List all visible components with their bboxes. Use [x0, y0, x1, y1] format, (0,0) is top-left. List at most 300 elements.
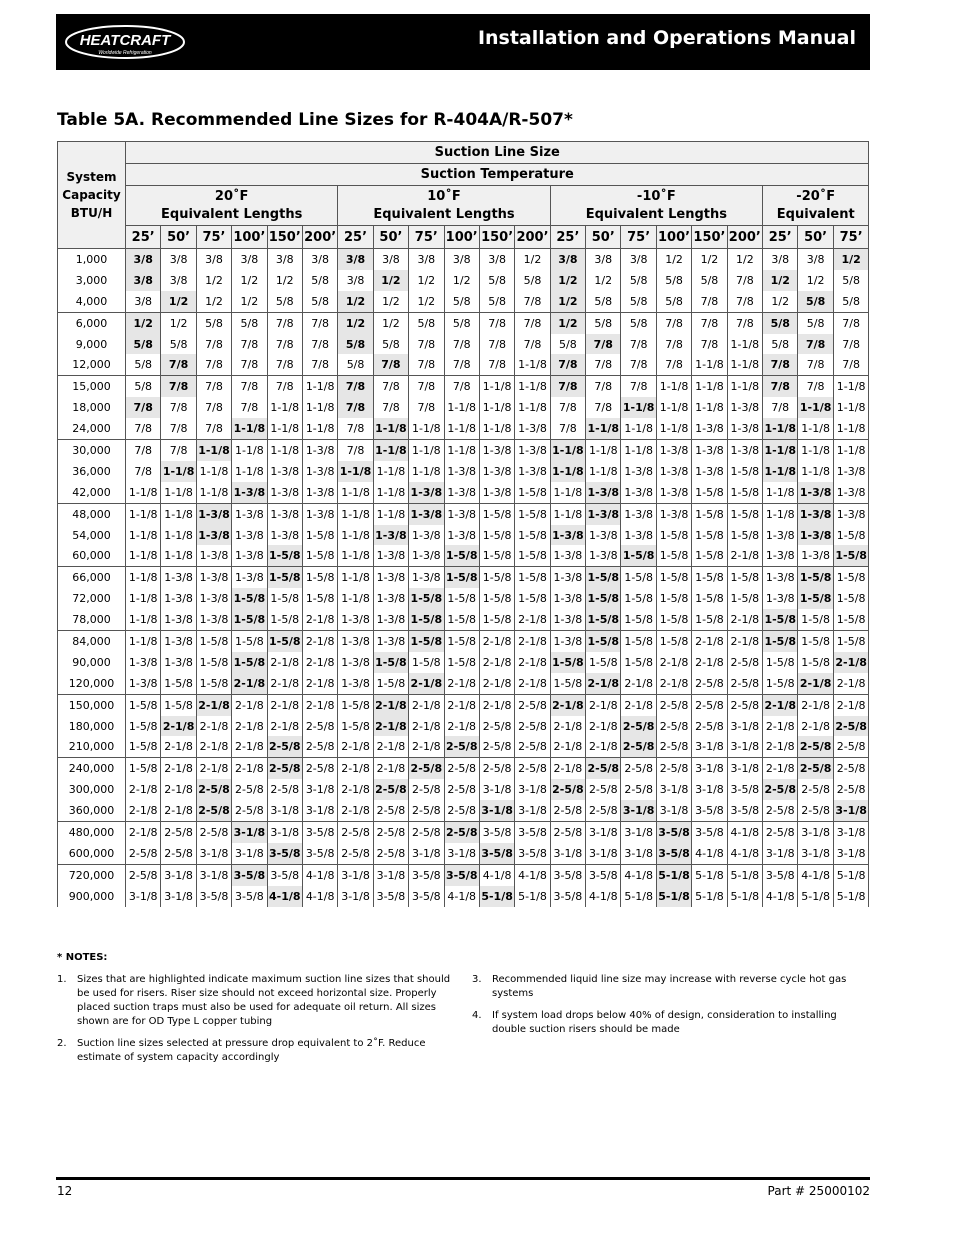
line-size-cell: 2-5/8	[302, 758, 337, 779]
line-size-cell: 7/8	[444, 334, 479, 355]
riser-size-cell: 1/2	[373, 270, 408, 291]
line-size-cell: 1-5/8	[232, 631, 267, 652]
line-size-cell: 3-5/8	[692, 822, 727, 843]
riser-size-cell: 1-3/8	[409, 482, 444, 503]
line-size-cell: 1-3/8	[550, 609, 585, 630]
riser-size-cell: 1/2	[550, 270, 585, 291]
line-size-cell: 3-1/8	[763, 843, 798, 864]
riser-size-cell: 2-5/8	[444, 736, 479, 757]
table-row	[58, 418, 869, 439]
line-size-cell: 1-1/8	[373, 503, 408, 524]
riser-size-cell: 1-5/8	[267, 631, 302, 652]
line-size-cell: 1-5/8	[692, 567, 727, 588]
riser-size-cell: 3-1/8	[833, 800, 869, 821]
line-size-cell: 1-1/8	[126, 503, 161, 524]
line-size-cell: 4-1/8	[302, 864, 337, 885]
notes-left-column	[57, 973, 455, 1073]
capacity-cell: 36,000	[58, 461, 126, 482]
line-size-cell: 1/2	[232, 291, 267, 312]
line-size-cell: 2-5/8	[515, 758, 550, 779]
riser-size-cell: 1/2	[833, 249, 869, 270]
line-size-cell: 7/8	[232, 334, 267, 355]
line-size-cell: 2-5/8	[798, 779, 833, 800]
line-size-cell: 4-1/8	[444, 886, 479, 907]
line-size-cell: 5-1/8	[621, 886, 656, 907]
line-size-cell: 2-1/8	[763, 716, 798, 737]
riser-size-cell: 1-5/8	[444, 545, 479, 566]
line-size-cell: 3-1/8	[550, 843, 585, 864]
line-size-cell: 2-1/8	[692, 652, 727, 673]
line-size-cell: 2-1/8	[338, 736, 373, 757]
line-size-cell: 1-3/8	[409, 567, 444, 588]
line-size-cell: 1-5/8	[833, 567, 869, 588]
line-size-cell: 3/8	[161, 249, 196, 270]
line-size-cell: 2-5/8	[621, 779, 656, 800]
line-size-cell: 2-5/8	[763, 800, 798, 821]
line-size-cell: 1-5/8	[409, 652, 444, 673]
line-size-cell: 1-1/8	[302, 418, 337, 439]
riser-size-cell: 3-5/8	[232, 864, 267, 885]
line-size-cell: 2-1/8	[232, 716, 267, 737]
table-row	[58, 758, 869, 779]
line-size-cell: 3/8	[338, 270, 373, 291]
line-size-cell: 7/8	[196, 354, 231, 375]
line-size-cell: 3-1/8	[586, 822, 621, 843]
capacity-cell: 600,000	[58, 843, 126, 864]
capacity-cell: 9,000	[58, 334, 126, 355]
line-size-cell: 7/8	[656, 312, 691, 333]
line-size-cell: 7/8	[126, 418, 161, 439]
line-size-cell: 1-3/8	[338, 631, 373, 652]
line-size-cell: 1-3/8	[727, 418, 762, 439]
line-size-cell: 7/8	[267, 334, 302, 355]
line-size-cell: 2-1/8	[409, 716, 444, 737]
line-size-cell: 1-5/8	[479, 503, 514, 524]
line-size-cell: 1-1/8	[621, 440, 656, 461]
line-size-cell: 1-3/8	[373, 609, 408, 630]
line-size-cell: 2-1/8	[515, 673, 550, 694]
line-size-cell: 1-1/8	[338, 503, 373, 524]
line-size-cell: 2-1/8	[621, 673, 656, 694]
line-size-cell: 5-1/8	[833, 886, 869, 907]
suction-line-size-header: Suction Line Size	[126, 142, 869, 164]
length-header: 50’	[373, 226, 408, 249]
capacity-cell: 720,000	[58, 864, 126, 885]
footer-rule	[56, 1177, 870, 1180]
line-size-cell: 1-5/8	[444, 652, 479, 673]
line-size-cell: 1-1/8	[196, 482, 231, 503]
riser-size-cell: 1/2	[126, 312, 161, 333]
table-row	[58, 461, 869, 482]
line-size-cell: 7/8	[267, 376, 302, 397]
line-size-cell: 1-1/8	[161, 482, 196, 503]
line-size-cell: 3-5/8	[232, 886, 267, 907]
riser-size-cell: 2-5/8	[586, 758, 621, 779]
line-size-cell: 3-1/8	[798, 843, 833, 864]
riser-size-cell: 1-1/8	[763, 418, 798, 439]
line-size-cell: 1-1/8	[833, 440, 869, 461]
table-row	[58, 567, 869, 588]
table-row	[58, 545, 869, 566]
note-number: 4.	[472, 1010, 482, 1021]
length-header: 50’	[798, 226, 833, 249]
line-size-cell: 2-5/8	[409, 822, 444, 843]
length-header: 25’	[763, 226, 798, 249]
line-size-cell: 4-1/8	[515, 864, 550, 885]
riser-size-cell: 1-5/8	[833, 545, 869, 566]
line-size-cell: 7/8	[515, 334, 550, 355]
line-size-cell: 2-5/8	[196, 822, 231, 843]
line-size-cell: 2-5/8	[373, 800, 408, 821]
line-size-cell: 1-3/8	[196, 609, 231, 630]
table-row	[58, 270, 869, 291]
riser-size-cell: 1-5/8	[586, 631, 621, 652]
line-size-cell: 1-3/8	[763, 545, 798, 566]
line-size-cell: 1-3/8	[267, 503, 302, 524]
line-size-cell: 7/8	[196, 418, 231, 439]
riser-size-cell: 3/8	[550, 249, 585, 270]
line-size-cell: 2-5/8	[444, 779, 479, 800]
line-size-cell: 2-1/8	[727, 545, 762, 566]
line-size-cell: 7/8	[338, 440, 373, 461]
line-size-cell: 2-5/8	[232, 779, 267, 800]
line-size-cell: 3-5/8	[692, 800, 727, 821]
riser-size-cell: 1-5/8	[550, 652, 585, 673]
temperature-group-header	[550, 186, 762, 226]
line-size-cell: 2-1/8	[302, 631, 337, 652]
capacity-cell: 240,000	[58, 758, 126, 779]
line-size-cell: 2-5/8	[692, 673, 727, 694]
line-size-cell: 2-5/8	[621, 758, 656, 779]
line-size-cell: 2-1/8	[444, 716, 479, 737]
line-size-cell: 1-5/8	[621, 567, 656, 588]
line-size-cell: 7/8	[302, 312, 337, 333]
table-row	[58, 525, 869, 546]
temperature-label: 20˚F	[214, 188, 249, 204]
line-size-cell: 2-1/8	[338, 758, 373, 779]
note-number: 3.	[472, 974, 482, 985]
line-size-cell: 5-1/8	[727, 886, 762, 907]
riser-size-cell: 3-5/8	[267, 843, 302, 864]
line-size-cell: 3-1/8	[656, 779, 691, 800]
line-size-cell: 2-1/8	[302, 609, 337, 630]
capacity-cell: 48,000	[58, 503, 126, 524]
line-size-cell: 2-1/8	[479, 652, 514, 673]
line-size-cell: 1-5/8	[621, 631, 656, 652]
riser-size-cell: 2-1/8	[373, 716, 408, 737]
line-size-cell: 4-1/8	[479, 864, 514, 885]
svg-text:HEATCRAFT: HEATCRAFT	[79, 32, 171, 49]
line-size-cell: 5-1/8	[515, 886, 550, 907]
line-size-cell: 5/8	[409, 312, 444, 333]
line-size-cell: 2-1/8	[763, 758, 798, 779]
capacity-cell: 210,000	[58, 736, 126, 757]
riser-size-cell: 2-5/8	[409, 758, 444, 779]
line-size-cell: 1-1/8	[196, 461, 231, 482]
line-size-cell: 1-5/8	[515, 545, 550, 566]
line-size-cell: 3-5/8	[302, 843, 337, 864]
line-size-cell: 7/8	[479, 312, 514, 333]
line-size-cell: 1-1/8	[232, 461, 267, 482]
line-size-cell: 1-5/8	[833, 631, 869, 652]
equivalent-lengths-label: Equivalent	[776, 206, 855, 222]
line-size-cell: 1-1/8	[727, 376, 762, 397]
line-size-cell: 3/8	[302, 249, 337, 270]
line-size-cell: 1-3/8	[621, 461, 656, 482]
riser-size-cell: 2-1/8	[232, 673, 267, 694]
line-sizes-table	[57, 141, 869, 907]
line-size-cell: 7/8	[692, 291, 727, 312]
line-size-cell: 5/8	[515, 270, 550, 291]
line-size-cell: 2-1/8	[373, 758, 408, 779]
temperature-label: 10˚F	[427, 188, 461, 204]
table-row	[58, 800, 869, 821]
line-size-cell: 1-3/8	[302, 503, 337, 524]
line-size-cell: 1-1/8	[444, 397, 479, 418]
line-size-cell: 1-3/8	[196, 588, 231, 609]
line-size-cell: 2-1/8	[302, 673, 337, 694]
line-size-cell: 1-1/8	[409, 461, 444, 482]
line-size-cell: 1-5/8	[656, 631, 691, 652]
riser-size-cell: 3-5/8	[656, 822, 691, 843]
line-size-cell: 1-1/8	[338, 482, 373, 503]
line-size-cell: 3/8	[126, 291, 161, 312]
line-size-cell: 2-5/8	[550, 800, 585, 821]
riser-size-cell: 1-3/8	[196, 503, 231, 524]
line-size-cell: 5/8	[161, 334, 196, 355]
riser-size-cell: 2-1/8	[798, 673, 833, 694]
line-size-cell: 1-3/8	[161, 652, 196, 673]
line-size-cell: 1-5/8	[126, 736, 161, 757]
length-header: 25’	[126, 226, 161, 249]
line-size-cell: 3-5/8	[586, 864, 621, 885]
capacity-cell: 480,000	[58, 822, 126, 843]
line-size-cell: 3/8	[798, 249, 833, 270]
line-size-cell: 7/8	[833, 312, 869, 333]
capacity-cell: 360,000	[58, 800, 126, 821]
line-size-cell: 5/8	[586, 291, 621, 312]
capacity-cell: 60,000	[58, 545, 126, 566]
capacity-cell: 300,000	[58, 779, 126, 800]
capacity-cell: 180,000	[58, 716, 126, 737]
line-size-cell: 7/8	[267, 354, 302, 375]
riser-size-cell: 3-5/8	[444, 864, 479, 885]
line-size-cell: 3-1/8	[833, 843, 869, 864]
line-size-cell: 1-1/8	[833, 376, 869, 397]
table-row	[58, 588, 869, 609]
line-size-cell: 2-5/8	[656, 758, 691, 779]
line-size-cell: 1-3/8	[692, 418, 727, 439]
line-size-cell: 3-5/8	[373, 886, 408, 907]
line-size-cell: 1-1/8	[126, 567, 161, 588]
line-size-cell: 1/2	[763, 291, 798, 312]
line-size-cell: 5/8	[550, 334, 585, 355]
line-size-cell: 2-5/8	[833, 758, 869, 779]
line-size-cell: 2-1/8	[126, 800, 161, 821]
line-size-cell: 7/8	[656, 354, 691, 375]
temperature-group-header	[763, 186, 869, 226]
line-size-cell: 2-5/8	[444, 800, 479, 821]
line-size-cell: 1-5/8	[727, 567, 762, 588]
line-size-cell: 1-5/8	[727, 525, 762, 546]
table-title: Table 5A. Recommended Line Sizes for R-404A/R-507*	[57, 110, 573, 130]
note-item	[57, 1037, 455, 1065]
line-size-cell: 2-5/8	[479, 716, 514, 737]
line-size-cell: 3/8	[444, 249, 479, 270]
riser-size-cell: 1-1/8	[763, 440, 798, 461]
line-size-cell: 1-5/8	[126, 694, 161, 715]
line-size-cell: 1-5/8	[479, 567, 514, 588]
line-size-cell: 5-1/8	[727, 864, 762, 885]
line-size-cell: 5/8	[126, 354, 161, 375]
riser-size-cell: 7/8	[373, 354, 408, 375]
line-size-cell: 7/8	[798, 376, 833, 397]
system-capacity-header: System Capacity BTU/H	[58, 142, 126, 249]
riser-size-cell: 1-5/8	[763, 609, 798, 630]
line-size-cell: 1-5/8	[621, 588, 656, 609]
line-size-cell: 1-1/8	[338, 567, 373, 588]
line-size-cell: 3-5/8	[515, 822, 550, 843]
line-size-cell: 2-1/8	[196, 758, 231, 779]
line-size-cell: 2-1/8	[550, 736, 585, 757]
line-size-cell: 5/8	[656, 291, 691, 312]
line-size-cell: 3-1/8	[409, 843, 444, 864]
line-size-cell: 7/8	[727, 270, 762, 291]
line-size-cell: 3-1/8	[515, 800, 550, 821]
line-size-cell: 3-5/8	[196, 886, 231, 907]
line-size-cell: 2-1/8	[727, 609, 762, 630]
line-size-cell: 2-1/8	[550, 758, 585, 779]
line-size-cell: 2-1/8	[267, 673, 302, 694]
riser-size-cell: 1-1/8	[586, 418, 621, 439]
riser-size-cell: 1-3/8	[196, 525, 231, 546]
line-size-cell: 2-1/8	[232, 736, 267, 757]
line-size-cell: 1-1/8	[479, 418, 514, 439]
line-size-cell: 7/8	[196, 376, 231, 397]
line-size-cell: 1-3/8	[196, 567, 231, 588]
line-size-cell: 1-3/8	[727, 440, 762, 461]
riser-size-cell: 5-1/8	[479, 886, 514, 907]
table-row	[58, 652, 869, 673]
line-size-cell: 4-1/8	[621, 864, 656, 885]
line-size-cell: 2-5/8	[727, 694, 762, 715]
line-size-cell: 1-3/8	[833, 461, 869, 482]
line-size-cell: 1-1/8	[515, 354, 550, 375]
line-size-cell: 1-5/8	[656, 588, 691, 609]
line-size-cell: 2-1/8	[161, 800, 196, 821]
line-size-cell: 2-1/8	[833, 694, 869, 715]
line-size-cell: 1-1/8	[338, 588, 373, 609]
line-size-cell: 3-5/8	[550, 886, 585, 907]
line-size-cell: 2-5/8	[267, 779, 302, 800]
riser-size-cell: 1-3/8	[409, 503, 444, 524]
line-size-cell: 5/8	[586, 312, 621, 333]
riser-size-cell: 1-5/8	[232, 588, 267, 609]
line-size-cell: 5/8	[302, 270, 337, 291]
line-size-cell: 1-3/8	[373, 588, 408, 609]
line-size-cell: 1-3/8	[833, 482, 869, 503]
line-size-cell: 1-3/8	[161, 567, 196, 588]
line-size-cell: 7/8	[409, 354, 444, 375]
line-size-cell: 2-1/8	[196, 716, 231, 737]
riser-size-cell: 1-1/8	[196, 440, 231, 461]
riser-size-cell: 2-5/8	[444, 822, 479, 843]
line-size-cell: 7/8	[515, 312, 550, 333]
line-size-cell: 2-1/8	[232, 694, 267, 715]
line-size-cell: 2-1/8	[267, 716, 302, 737]
table-row	[58, 376, 869, 397]
riser-size-cell: 1/2	[550, 312, 585, 333]
line-size-cell: 1-1/8	[161, 545, 196, 566]
riser-size-cell: 1-5/8	[444, 567, 479, 588]
line-size-cell: 1-3/8	[126, 652, 161, 673]
line-size-cell: 1-5/8	[656, 525, 691, 546]
note-number: 1.	[57, 974, 67, 985]
line-size-cell: 1-3/8	[656, 461, 691, 482]
riser-size-cell: 1-5/8	[409, 609, 444, 630]
line-size-cell: 1-1/8	[161, 525, 196, 546]
line-size-cell: 2-5/8	[692, 694, 727, 715]
riser-size-cell: 2-5/8	[621, 736, 656, 757]
line-size-cell: 2-5/8	[656, 736, 691, 757]
line-size-cell: 1-5/8	[798, 609, 833, 630]
capacity-cell: 12,000	[58, 354, 126, 375]
riser-size-cell: 7/8	[161, 354, 196, 375]
riser-size-cell: 7/8	[550, 354, 585, 375]
line-size-cell: 3/8	[586, 249, 621, 270]
line-size-cell: 2-1/8	[798, 716, 833, 737]
length-header: 100’	[444, 226, 479, 249]
length-header: 150’	[479, 226, 514, 249]
length-header: 200’	[515, 226, 550, 249]
riser-size-cell: 3-1/8	[232, 822, 267, 843]
line-size-cell: 3-1/8	[515, 779, 550, 800]
riser-size-cell: 1-1/8	[161, 461, 196, 482]
line-size-cell: 1/2	[798, 270, 833, 291]
notes-right-column	[472, 973, 869, 1045]
riser-size-cell: 3/8	[338, 249, 373, 270]
riser-size-cell: 1-1/8	[373, 440, 408, 461]
line-size-cell: 1-1/8	[550, 482, 585, 503]
line-size-cell: 1-1/8	[338, 525, 373, 546]
riser-size-cell: 7/8	[126, 397, 161, 418]
line-size-cell: 1-1/8	[515, 376, 550, 397]
line-size-cell: 5/8	[621, 312, 656, 333]
line-size-cell: 2-1/8	[232, 758, 267, 779]
line-size-cell: 3/8	[196, 249, 231, 270]
riser-size-cell: 1-5/8	[586, 588, 621, 609]
line-size-cell: 1-5/8	[338, 694, 373, 715]
line-size-cell: 5/8	[232, 312, 267, 333]
capacity-cell: 1,000	[58, 249, 126, 270]
line-size-cell: 1-3/8	[196, 545, 231, 566]
riser-size-cell: 2-5/8	[550, 779, 585, 800]
line-size-cell: 5/8	[338, 354, 373, 375]
riser-size-cell: 1-5/8	[798, 567, 833, 588]
capacity-cell: 18,000	[58, 397, 126, 418]
capacity-cell: 15,000	[58, 376, 126, 397]
note-text: Recommended liquid line size may increase with reverse cycle hot gas systems	[492, 974, 847, 999]
line-size-cell: 2-5/8	[373, 843, 408, 864]
length-header: 75’	[833, 226, 869, 249]
riser-size-cell: 1-1/8	[798, 397, 833, 418]
line-size-cell: 7/8	[515, 291, 550, 312]
line-size-cell: 1-1/8	[763, 503, 798, 524]
line-size-cell: 1-1/8	[727, 354, 762, 375]
line-size-cell: 3-5/8	[727, 800, 762, 821]
line-size-cell: 1-1/8	[267, 440, 302, 461]
line-size-cell: 1-5/8	[727, 482, 762, 503]
